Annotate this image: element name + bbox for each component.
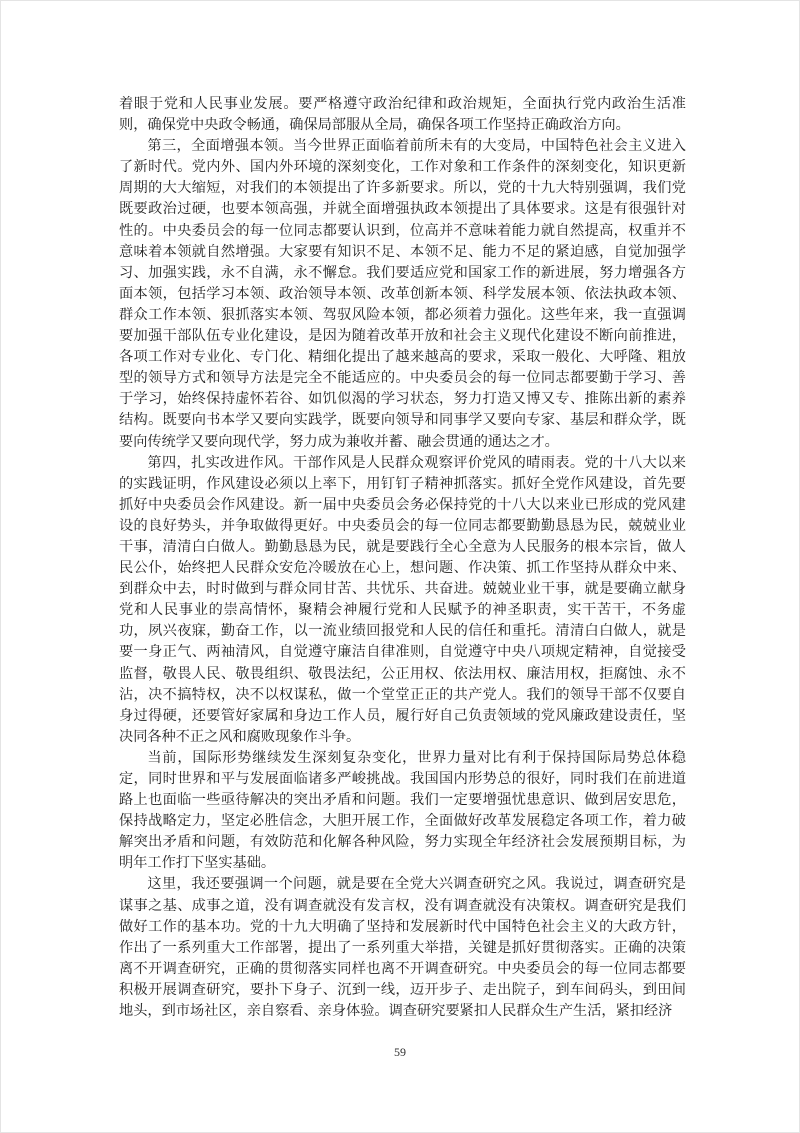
body-text — [119, 94, 686, 1022]
paragraph-point-three: 第三，全面增强本领。当今世界正面临着前所未有的大变局，中国特色社会主义进入了新时代。党内外、国内外环境的深刻变化，工作对象和工作条件的深刻变化，知识更新周期的大大缩短，对我们的本领提出了许多新要求。所以，党的十九大特别强调，我们党既要政治过硬，也要本领高强，并就全面增强执政本领提出了具体要求。这是有很强针对性的。中央委员会的每一位同志都要认识到，位高并不意味着能力就自然提高，权重并不意味着本领就自然增强。大家要有知识不足、本领不足、能力不足的紧迫感，自觉加强学习、加强实践，永不自满，永不懈怠。我们要适应党和国家工作的新进展，努力增强各方面本领，包括学习本领、政治领导本领、改革创新本领、科学发展本领、依法执政本领、群众工作本领、狠抓落实本领、驾驭风险本领，都必须着力强化。这些年来，我一直强调要加强干部队伍专业化建设，是因为随着改革开放和社会主义现代化建设不断向前推进，各项工作对专业化、专门化、精细化提出了越来越高的要求，采取一般化、大呼隆、粗放型的领导方式和领导方法是完全不能适应的。中央委员会的每一位同志都要勤于学习、善于学习，始终保持虚怀若谷、如饥似渴的学习状态，努力打造又博又专、推陈出新的素养结构。既要向书本学又要向实践学，既要向领导和同事学又要向专家、基层和群众学，既要向传统学又要向现代学，努力成为兼收并蓄、融会贯通的通达之才。 — [119, 138, 686, 450]
paragraph-point-four: 第四，扎实改进作风。干部作风是人民群众观察评价党风的晴雨表。党的十八大以来的实践证明，作风建设必须以上率下，用钉钉子精神抓落实。抓好全党作风建设，首先要抓好中央委员会作风建设。新一届中央委员会务必保持党的十八大以来业已形成的党风建设的良好势头，并争取做得更好。中央委员会的每一位同志都要勤勤恳恳为民，兢兢业业干事，清清白白做人。勤勤恳恳为民，就是要践行全心全意为人民服务的根本宗旨，做人民公仆，始终把人民群众安危冷暖放在心上，想问题、作决策、抓工作坚持从群众中来、到群众中去，时时做到与群众同甘苦、共忧乐、共奋进。兢兢业业干事，就是要确立献身党和人民事业的崇高情怀，聚精会神履行党和人民赋予的神圣职责，实干苦干，不务虚功，夙兴夜寐，勤奋工作，以一流业绩回报党和人民的信任和重托。清清白白做人，就是要一身正气、两袖清风，自觉遵守廉洁自律准则，自觉遵守中央八项规定精神，自觉接受监督，敬畏人民、敬畏组织、敬畏法纪，公正用权、依法用权、廉洁用权，拒腐蚀、永不沾，决不搞特权，决不以权谋私，做一个堂堂正正的共产党人。我们的领导干部不仅要自身过得硬，还要管好家属和身边工作人员，履行好自己负责领域的党风廉政建设责任，坚决同各种不正之风和腐败现象作斗争。 — [119, 454, 686, 745]
paragraph-investigation-research: 这里，我还要强调一个问题，就是要在全党大兴调查研究之风。我说过，调查研究是谋事之基、成事之道，没有调查就没有发言权，没有调查就没有决策权。调查研究是我们做好工作的基本功。党的十九大明确了坚持和发展新时代中国特色社会主义的大政方针，作出了一系列重大工作部署，提出了一系列重大举措，关键是抓好贯彻落实。正确的决策离不开调查研究，正确的贯彻落实同样也离不开调查研究。中央委员会的每一位同志都要积极开展调查研究，要扑下身子、沉到一线，迈开步子、走出院子，到车间码头，到田间地头，到市场社区，亲自察看、亲身体验。调查研究要紧扣人民群众生产生活，紧扣经济 — [119, 876, 686, 1020]
paragraph-continuation: 着眼于党和人民事业发展。要严格遵守政治纪律和政治规矩，全面执行党内政治生活准则，确保党中央政令畅通，确保局部服从全局，确保各项工作坚持正确政治方向。 — [119, 96, 686, 134]
paragraph-current-situation: 当前，国际形势继续发生深刻复杂变化，世界力量对比有利于保持国际局势总体稳定，同时世界和平与发展面临诸多严峻挑战。我国国内形势总的很好，同时我们在前进道路上也面临一些亟待解决的突出矛盾和问题。我们一定要增强忧患意识、做到居安思危，保持战略定力，坚定必胜信念，大胆开展工作，全面做好改革发展稳定各项工作，着力破解突出矛盾和问题，有效防范和化解各种风险，努力实现全年经济社会发展预期目标，为明年工作打下坚实基础。 — [119, 749, 686, 872]
page-number: 59 — [394, 1045, 406, 1059]
